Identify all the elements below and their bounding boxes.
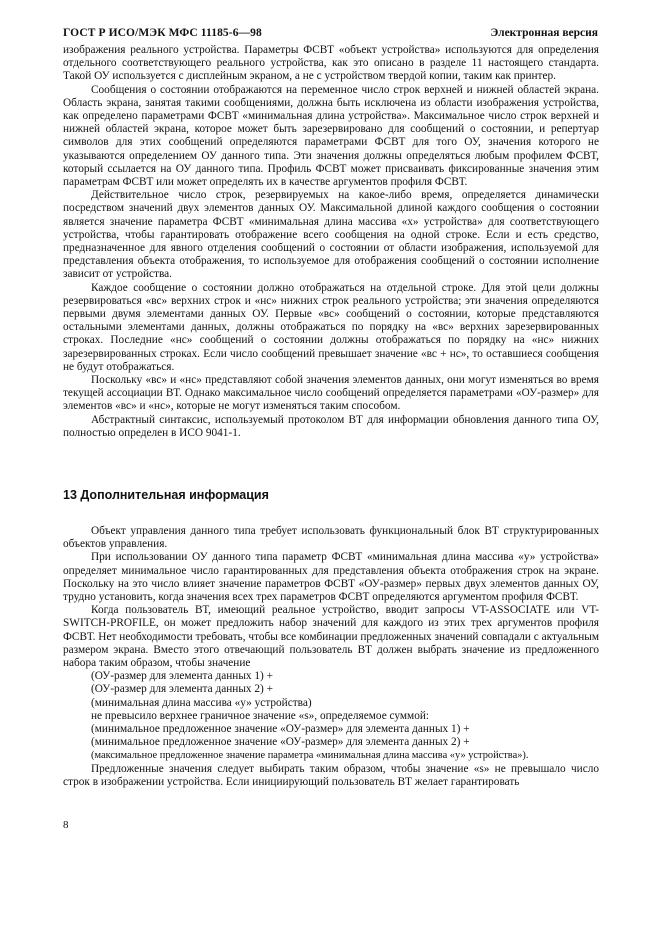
body-text-section — [63, 525, 599, 789]
formula-line: (максимальное предложенное значение параметра «минимальная длина массива «у» устройства»). — [91, 750, 529, 762]
paragraph: Предложенные значения следует выбирать таким образом, чтобы значение «s» не превышало число строк в изображении устройства. Если инициирующий пользователь ВТ желает гарантировать — [63, 762, 599, 788]
header-edition-label: Электронная версия — [490, 27, 598, 39]
formula-line: не превысило верхнее граничное значение «s», определяемое суммой: — [91, 709, 430, 722]
section-heading: 13 Дополнительная информация — [63, 488, 269, 502]
paragraph: Абстрактный синтаксис, используемый протоколом ВТ для информации обновления данного типа ОУ, полностью определен в ИСО 9041-1. — [63, 413, 599, 439]
paragraph: Действительное число строк, резервируемых на какое-либо время, определяется динамически посредством значений двух элементов данных ОУ. Максимальной длиной каждого сообщения о состоянии является значение параметра ФСВТ «минимальная длина массива «х» устройства» для соответствующего устройства, чтобы гарантировать отображение всего сообщения на одной строке. Если и есть средство, предназначенное для явного отделения сообщений о состоянии от области изображения, используемой для представления объекта отображения, то используемое для отображения сообщений о состоянии исполнение зависит от устройства. — [63, 189, 599, 281]
formula-line: (ОУ-размер для элемента данных 2) + — [91, 683, 273, 696]
paragraph: Когда пользователь ВТ, имеющий реальное устройство, вводит запросы VT-ASSOCIATE или VT-SWITCH-PROFILE, он может предложить набор значений для каждого из этих трех аргументов профиля ФСВТ. Нет необходимости требовать, чтобы все комбинации предложенных значений совпадали с актуальным размером экрана. Вместо этого отвечающий пользователь ВТ должен выбрать значение из предложенного набора таким образом, чтобы значение — [63, 604, 599, 670]
formula-line: (минимальная длина массива «у» устройства) — [91, 696, 312, 709]
page-number: 8 — [63, 819, 69, 831]
paragraph: При использовании ОУ данного типа параметр ФСВТ «минимальная длина массива «у» устройства» определяет минимальное число гарантированных для представления объекта отображения строк на экране. Поскольку на это число влияет значение параметров ФСВТ «ОУ-размер» первых двух элементов данных ОУ, трудно установить, когда значения всех трех параметров ФСВТ определяются аргументом профиля ФСВТ. — [63, 551, 599, 604]
formula-line: (минимальное предложенное значение «ОУ-размер» для элемента данных 1) + — [91, 723, 470, 736]
paragraph: изображения реального устройства. Параметры ФСВТ «объект устройства» используются для определения отдельного соответствующего реального устройства, как это описано в разделе 11 настоящего стандарта. Такой ОУ используется с дисплейным экраном, а не с устройством твердой копии, таким как принтер. — [63, 44, 599, 83]
paragraph: Поскольку «вс» и «нс» представляют собой значения элементов данных, они могут изменяться во время текущей ассоциации ВТ. Однако максимальное число сообщений определяется параметрами «ОУ-размер» для элементов «вс» и «нс», которые не могут изменяться таким способом. — [63, 374, 599, 413]
paragraph: Каждое сообщение о состоянии должно отображаться на отдельной строке. Для этой цели должны резервироваться «вс» верхних строк и «нс» нижних строк реального устройства; эти значения определяются первыми двумя элементами данных ОУ. Первые «вс» сообщений о состоянии, которые представляются остальными элементами данных, должны отображаться по порядку на «вс» верхних зарезервированных строках. Последние «нс» сообщений о состоянии должны отображаться по порядку на «нс» нижних зарезервированных строках. Если число сообщений превышает значение «вс + нс», то оставшиеся сообщения не будут отображаться. — [63, 281, 599, 373]
formula-line: (ОУ-размер для элемента данных 1) + — [91, 670, 273, 683]
paragraph: Сообщения о состоянии отображаются на переменное число строк верхней и нижней областей экрана. Область экрана, занятая такими сообщениями, должна быть исключена из области изображения устройства, как определено параметрами ФСВТ «минимальная длина устройства». Максимальное число строк верхней и нижней областей экрана, которое может быть зарезервировано для сообщений о состоянии, и репертуар символов для этих сообщений определяются параметрами ФСВТ для того ОУ, значения которого не указываются определением ОУ данного типа. Эти значения должны определяться любым профилем ФСВТ, который ссылается на ОУ данного типа. Профиль ФСВТ может присваивать фиксированные значения этим параметрам ФСВТ или может определять их в качестве аргументов профиля ФСВТ. — [63, 83, 599, 189]
header-standard-code: ГОСТ Р ИСО/МЭК МФС 11185-6—98 — [63, 27, 262, 39]
formula-line: (минимальное предложенное значение «ОУ-размер» для элемента данных 2) + — [91, 736, 470, 749]
body-text-top — [63, 44, 599, 440]
paragraph: Объект управления данного типа требует использовать функциональный блок ВТ структурированных объектов управления. — [63, 525, 599, 551]
